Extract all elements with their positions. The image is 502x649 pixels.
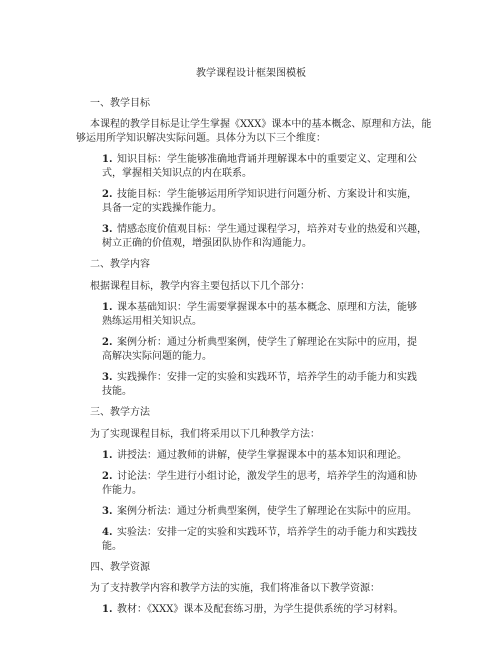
list-item bbox=[89, 301, 429, 329]
list-item-text: 树立正确的价值观，增强团队协作和沟通能力。 bbox=[102, 238, 312, 249]
list-item bbox=[89, 223, 429, 251]
list-item-number: 2. bbox=[102, 189, 113, 200]
list-item-number: 3. bbox=[102, 506, 113, 517]
list-item-number: 3. bbox=[102, 372, 113, 383]
list-item bbox=[89, 603, 429, 617]
list-item-text: 案例分析法：通过分析典型案例，使学生了解理论在实际中的应用。 bbox=[117, 506, 417, 517]
list-item-text: 技能。 bbox=[102, 386, 132, 397]
list-item bbox=[89, 371, 429, 399]
list-item-text: 式，掌握相关知识点的内在联系。 bbox=[102, 168, 252, 179]
list-item bbox=[89, 526, 429, 554]
section-heading-objectives: 一、教学目标 bbox=[90, 98, 150, 109]
list-item-number: 2. bbox=[102, 471, 113, 482]
section-intro-line: 本课程的教学目标是让学生掌握《XXX》课本中的基本概念、原理和方法，能 bbox=[90, 119, 432, 130]
section-heading-content: 二、教学内容 bbox=[90, 259, 150, 270]
list-item-text: 作能力。 bbox=[102, 485, 142, 496]
list-item-text: 技能目标：学生能够运用所学知识进行问题分析、方案设计和实施， bbox=[117, 189, 417, 200]
list-item-text: 教材：《XXX》课本及配套练习册，为学生提供系统的学习材料。 bbox=[117, 604, 404, 615]
list-item-text: 实践操作：安排一定的实验和实践环节，培养学生的动手能力和实践 bbox=[117, 372, 417, 383]
list-item-number: 1. bbox=[102, 302, 113, 313]
list-item bbox=[89, 336, 429, 364]
section-intro-line: 为了实现课程目标，我们将采用以下几种教学方法： bbox=[90, 429, 320, 440]
section-heading-methods: 三、教学方法 bbox=[90, 407, 150, 418]
list-item bbox=[89, 505, 429, 519]
section-intro-line: 为了支持教学内容和教学方法的实施，我们将准备以下教学资源： bbox=[90, 583, 380, 594]
list-item-text: 熟练运用相关知识点。 bbox=[102, 316, 202, 327]
list-item-text: 高解决实际问题的能力。 bbox=[102, 351, 212, 362]
list-item bbox=[89, 470, 429, 498]
list-item-text: 知识目标：学生能够准确地背诵并理解课本中的重要定义、定理和公 bbox=[117, 154, 417, 165]
list-item-text: 实验法：安排一定的实验和实践环节，培养学生的动手能力和实践技 bbox=[117, 527, 417, 538]
section-intro-line: 够运用所学知识解决实际问题。具体分为以下三个维度： bbox=[76, 133, 326, 144]
list-item-number: 2. bbox=[102, 337, 113, 348]
list-item-text: 案例分析：通过分析典型案例，使学生了解理论在实际中的应用，提 bbox=[117, 337, 417, 348]
list-item-text: 能。 bbox=[102, 541, 122, 552]
list-item-number: 4. bbox=[102, 527, 113, 538]
list-item-text: 情感态度价值观目标：学生通过课程学习，培养对专业的热爱和兴趣， bbox=[117, 224, 427, 235]
list-item-number: 3. bbox=[102, 224, 113, 235]
list-item bbox=[89, 449, 429, 463]
list-item bbox=[89, 188, 429, 216]
list-item-number: 1. bbox=[102, 450, 113, 461]
list-item-number: 1. bbox=[102, 604, 113, 615]
list-item-text: 讲授法：通过教师的讲解，使学生掌握课本中的基本知识和理论。 bbox=[117, 450, 407, 461]
document-title: 教学课程设计框架图模板 bbox=[196, 68, 306, 79]
list-item-text: 讨论法：学生进行小组讨论，激发学生的思考，培养学生的沟通和协 bbox=[117, 471, 417, 482]
list-item-number: 1. bbox=[102, 154, 113, 165]
list-item-text: 具备一定的实践操作能力。 bbox=[102, 203, 222, 214]
list-item bbox=[89, 153, 429, 181]
section-intro-line: 根据课程目标，教学内容主要包括以下几个部分： bbox=[90, 281, 310, 292]
section-heading-resources: 四、教学资源 bbox=[90, 562, 150, 573]
list-item-text: 课本基础知识：学生需要掌握课本中的基本概念、原理和方法，能够 bbox=[117, 302, 417, 313]
